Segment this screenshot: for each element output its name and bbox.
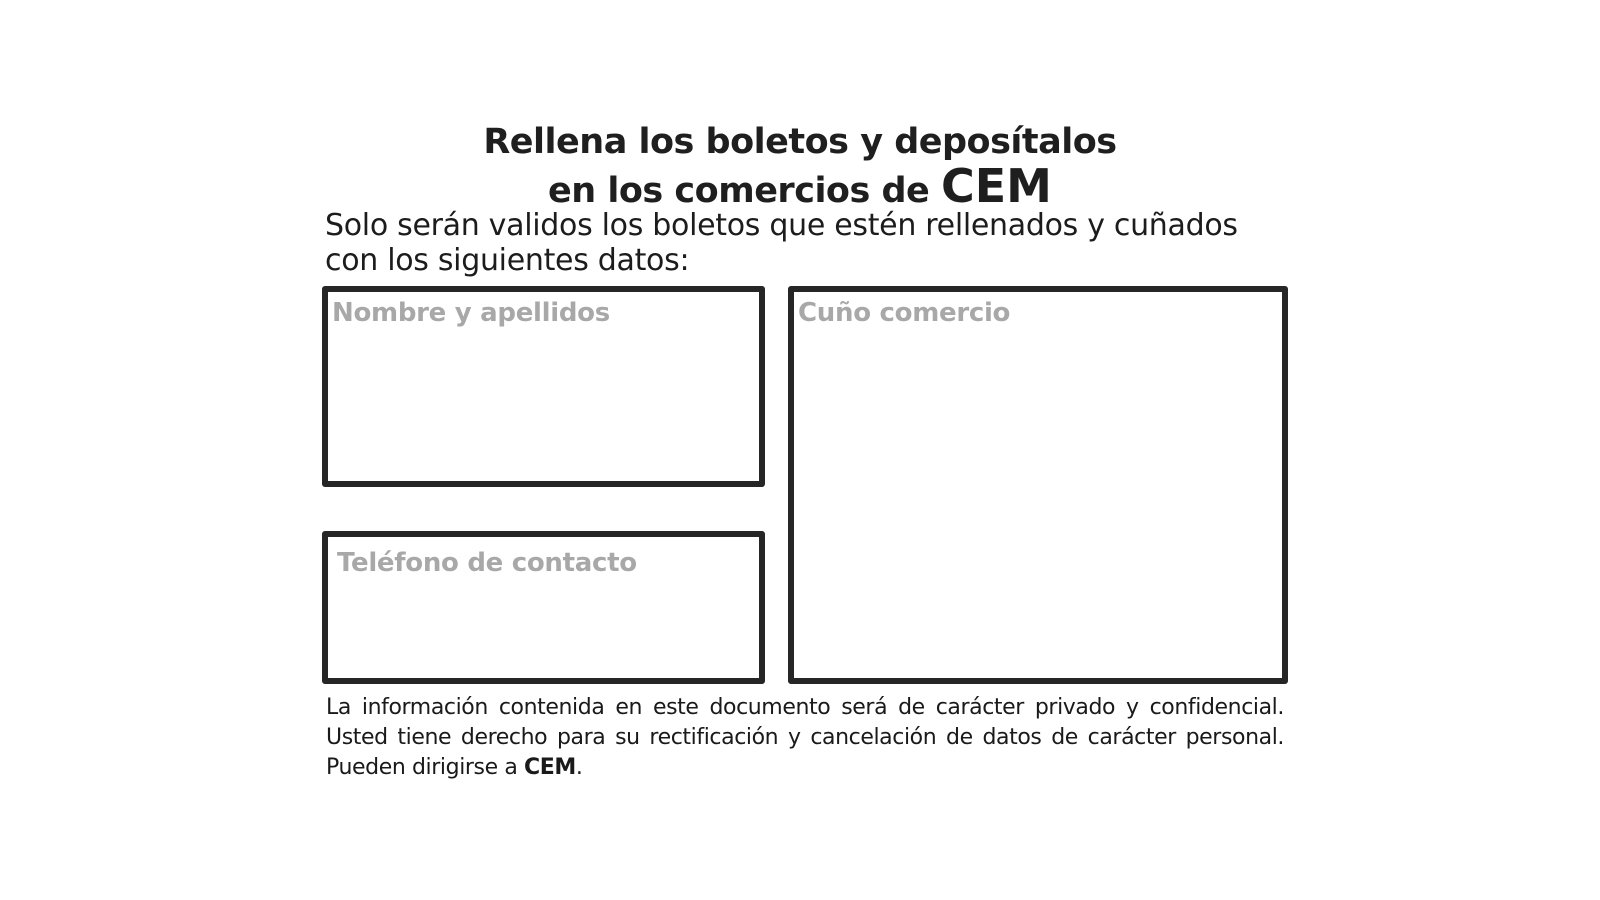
telefono-contacto-field[interactable] [322,531,765,684]
privacy-notice [326,693,1284,783]
title-line-2 [0,159,1600,213]
privacy-notice-brand: CEM [524,755,576,780]
telefono-contacto-label: Teléfono de contacto [337,548,637,578]
cuno-comercio-label: Cuño comercio [798,298,1011,328]
nombre-apellidos-label: Nombre y apellidos [332,298,610,328]
title-line-1: Rellena los boletos y deposítalos [483,122,1117,162]
title-brand: CEM [940,159,1052,213]
nombre-apellidos-field[interactable] [322,286,765,487]
privacy-notice-text: La información contenida en este documento será de carácter privado y confidencial. Usted tiene derecho para su rectificación y cancelación de datos de carácter personal. Pueden dirigirse a [326,695,1284,780]
intro-text: Solo serán validos los boletos que estén rellenados y cuñados con los siguientes datos: [325,208,1238,278]
privacy-notice-end: . [575,755,583,780]
title-line-2-text: en los comercios de [548,171,941,211]
cuno-comercio-field[interactable] [788,286,1288,684]
